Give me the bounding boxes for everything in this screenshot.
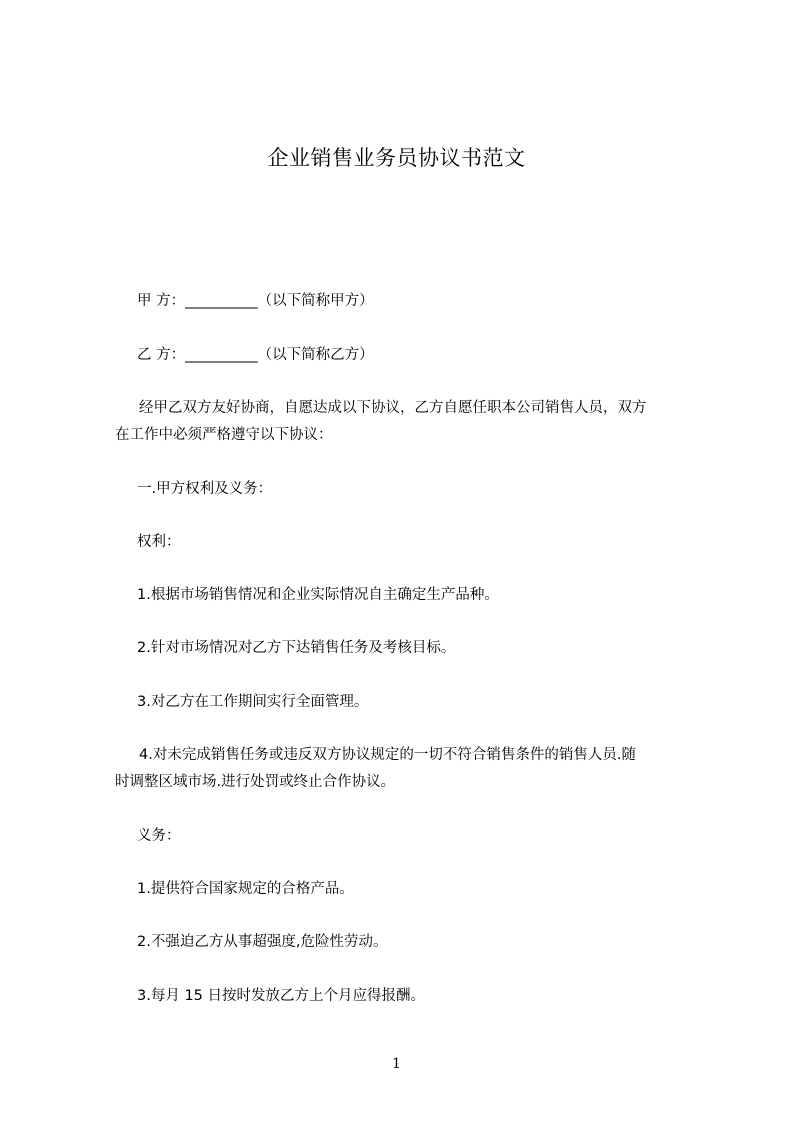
rights-item-4-line-1: 4.对未完成销售任务或违反双方协议规定的一切不符合销售条件的销售人员.随	[139, 747, 636, 763]
document-title: 企业销售业务员协议书范文	[267, 146, 526, 170]
party-a-line: 甲 方：__________（以下简称甲方）	[137, 293, 374, 309]
rights-item-3: 3.对乙方在工作期间实行全面管理。	[137, 694, 369, 710]
intro-paragraph-line-1: 经甲乙双方友好协商，自愿达成以下协议，乙方自愿任职本公司销售人员，双方	[139, 400, 647, 416]
intro-paragraph-line-2: 在工作中必须严格遵守以下协议：	[115, 427, 333, 443]
rights-heading: 权利：	[137, 534, 181, 550]
duties-item-2: 2.不强迫乙方从事超强度,危险性劳动。	[137, 934, 388, 950]
rights-item-1: 1.根据市场销售情况和企业实际情况自主确定生产品种。	[137, 587, 499, 603]
duties-item-1: 1.提供符合国家规定的合格产品。	[137, 881, 354, 897]
party-b-line: 乙 方：__________（以下简称乙方）	[137, 347, 374, 363]
duties-item-3: 3.每月 15 日按时发放乙方上个月应得报酬。	[137, 988, 426, 1004]
duties-heading: 义务：	[137, 828, 181, 844]
rights-item-4-line-2: 时调整区域市场.进行处罚或终止合作协议。	[115, 774, 396, 790]
section-heading-party-a: 一.甲方权利及义务：	[137, 481, 273, 497]
page-number: 1	[392, 1056, 401, 1072]
rights-item-2: 2.针对市场情况对乙方下达销售任务及考核目标。	[137, 640, 456, 656]
